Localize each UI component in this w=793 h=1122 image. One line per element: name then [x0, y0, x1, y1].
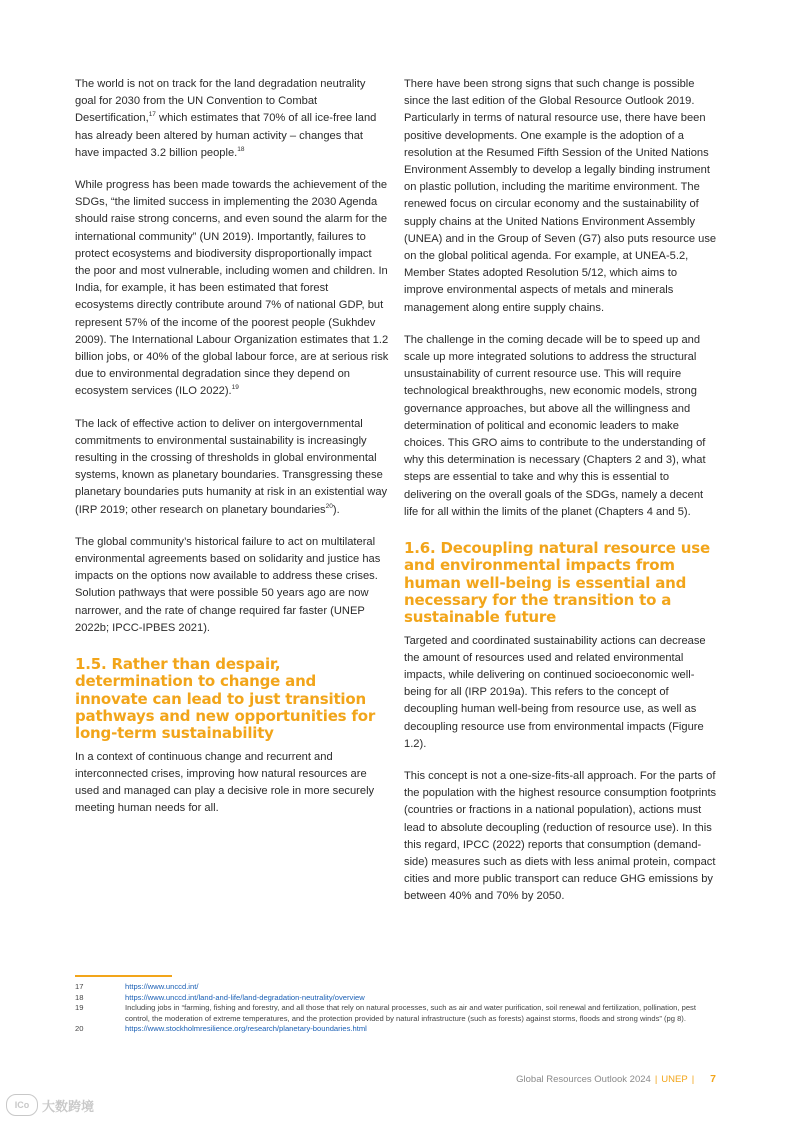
- footer-separator: |: [654, 1073, 658, 1085]
- footnotes: [75, 982, 715, 1035]
- page-number: 7: [710, 1073, 716, 1085]
- right-column: [404, 76, 718, 921]
- paragraph: The world is not on track for the land degradation neutrality goal for 2030 from the UN Convention to Combat Desertification,$^{17}$ which estimates that 70% of all ice-free land has already been altered by human activity – changes that have impacted 3.2 billion people.$^{18}$: [75, 78, 377, 159]
- footnote-number: 20: [75, 1024, 84, 1034]
- footer-separator: |: [691, 1073, 695, 1085]
- footnote: [75, 1003, 715, 1024]
- watermark-logo-icon: ICo: [6, 1094, 38, 1116]
- paragraph: Targeted and coordinated sustainability actions can decrease the amount of resources used and related environmental impacts, while delivering on continued socioeconomic well-being for all (IRP 2019a). This refers to the concept of decoupling human well-being from resource use, as well as decoupling resource use from environmental impacts (Figure 1.2).: [404, 634, 706, 750]
- section-heading-1-6: 1.6. Decoupling natural resource use and environmental impacts from human well-being is essential and necessary for the transition to a sustainable future: [404, 539, 710, 627]
- footnote-link[interactable]: https://www.stockholmresilience.org/research/planetary-boundaries.html: [125, 1024, 367, 1034]
- footnote-ref[interactable]: 20: [325, 502, 333, 510]
- footnote-text: Including jobs in “farming, fishing and forestry, and all those that rely on natural processes, such as air and water purification, soil renewal and fertilization, pollination, pest control, the moderation of extreme temperatures, and the protection provided by natural infrastructure (such as forests) against storms, floods and strong winds” (pg 8).: [125, 1003, 696, 1023]
- paragraph: While progress has been made towards the achievement of the SDGs, “the limited success in implementing the 2030 Agenda should raise strong concerns, and even sound the alarm for the international community” (UN 2019). Importantly, failures to protect ecosystems and biodiversity disproportionally impact the poor and most vulnerable, including women and children. In India, for example, it has been estimated that forest ecosystems directly contribute around 7% of national GDP, but represent 57% of the income of the poorest people (Sukhdev 2009). The International Labour Organization estimates that 1.2 billion jobs, or 40% of the global labour force, are at serious risk due to environmental degradation since they depend on ecosystem services (ILO 2022).$^{19}$: [75, 179, 389, 398]
- footnote-link[interactable]: https://www.unccd.int/: [125, 982, 199, 991]
- footnote-number: 19: [75, 1003, 84, 1013]
- watermark: [6, 1094, 94, 1116]
- footnote-ref[interactable]: 19: [231, 384, 239, 392]
- watermark-text: 大数跨境: [42, 1098, 95, 1114]
- paragraph: The challenge in the coming decade will be to speed up and scale up more integrated solutions to address the structural unsustainability of current resource use. This will require technological breakthroughs, new economic models, strong governance approaches, but above all the willingness and determination of political and economic leaders to make choices. This GRO aims to contribute to the understanding of why this determination is necessary (Chapters 2 and 3), what steps are essential to take and why this is essential to delivering on the overall goals of the SDGs, namely a decent life for all within the limits of the planet (Chapters 4 and 5).: [404, 333, 706, 518]
- footnote-divider: [75, 975, 172, 977]
- section-heading-1-5: 1.5. Rather than despair, determination to change and innovate can lead to just transition pathways and new opportunities for long-term sustainability: [75, 655, 376, 743]
- paragraph: The lack of effective action to deliver on intergovernmental commitments to environmental sustainability is increasingly resulting in the crossing of thresholds in global environmental systems, known as planetary boundaries. Transgressing these planetary boundaries puts humanity at risk in an existential way (IRP 2019; other research on planetary boundaries$^{20}$).: [75, 417, 388, 516]
- left-column: [75, 76, 389, 832]
- footnote: [75, 982, 715, 993]
- paragraph: In a context of continuous change and recurrent and interconnected crises, improving how natural resources are used and managed can play a decisive role in more securely meeting human needs for all.: [75, 750, 375, 815]
- paragraph: The global community’s historical failure to act on multilateral environmental agreements based on solidarity and justice has impacts on the options now available to address these crises. Solution pathways that were possible 50 years ago are now narrower, and the rate of change required far faster (UNEP 2022b; IPCC-IPBES 2021).: [75, 535, 381, 634]
- footnote: [75, 993, 715, 1004]
- footer-org: UNEP: [661, 1073, 688, 1085]
- page-footer: [516, 1073, 716, 1085]
- paragraph: There have been strong signs that such change is possible since the last edition of the Global Resource Outlook 2019. Particularly in terms of natural resource use, there have been positive developments. One example is the adoption of a resolution at the Resumed Fifth Session of the United Nations Environment Assembly to develop a legally binding instrument on plastic pollution, including the maritime environment. The renewed focus on circular economy and the sustainability of supply chains at the United Nations Environment Assembly (UNEA) and in the Group of Seven (G7) also puts resource use on the global political agenda. For example, at UNEA-5.2, Member States adopted Resolution 5/12, which aims to improve environmental aspects of metals and minerals management along entire supply chains.: [404, 78, 717, 314]
- footnote-number: 17: [75, 982, 84, 991]
- footnote-ref[interactable]: 18: [237, 145, 245, 153]
- footer-title: Global Resources Outlook 2024: [516, 1073, 651, 1085]
- footnote-link[interactable]: https://www.unccd.int/land-and-life/land-degradation-neutrality/overview: [125, 992, 365, 1002]
- footnote-number: 18: [75, 992, 84, 1002]
- paragraph: This concept is not a one-size-fits-all approach. For the parts of the population with the highest resource consumption footprints (countries or fractions in a national population), actions must lead to absolute decoupling (reduction of resource use). In this this regard, IPCC (2022) reports that consumption (demand-side) measures such as diets with less animal protein, compact cities and more public transport can reduce GHG emissions by between 40% and 70% by 2050.: [404, 769, 717, 903]
- footnote-ref[interactable]: 17: [148, 111, 156, 119]
- footnote: [75, 1024, 715, 1035]
